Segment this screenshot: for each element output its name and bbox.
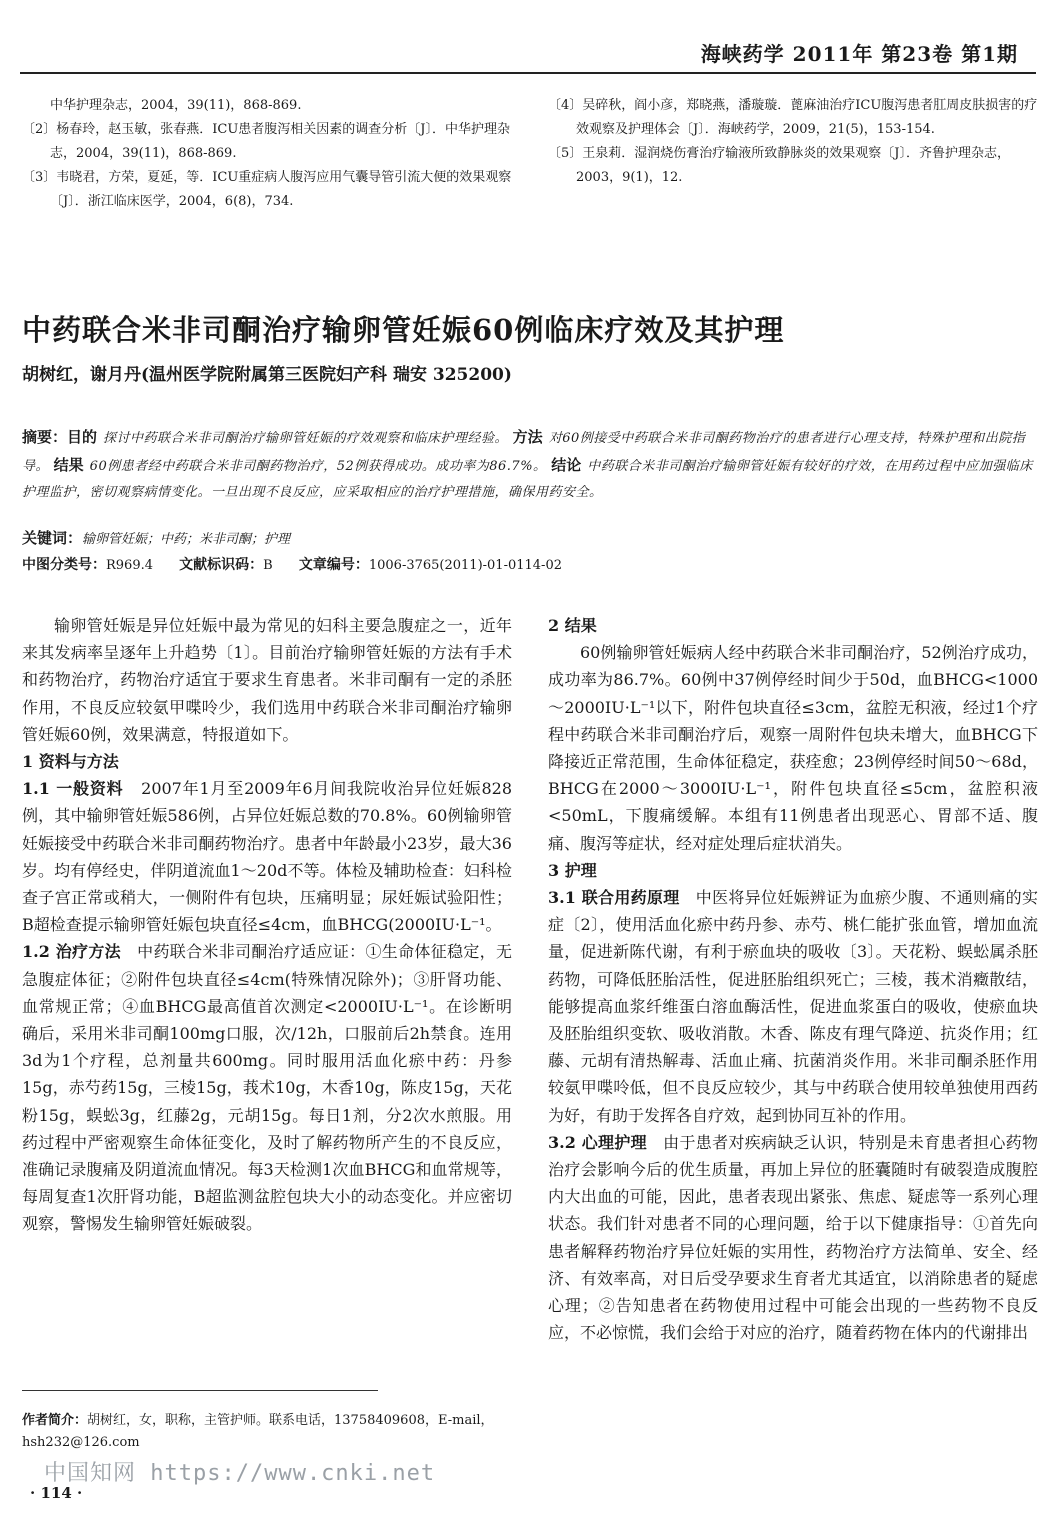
subsection-3-2-label: 3.2 心理护理 [548,1132,647,1152]
abstract-results: 60例患者经中药联合米非司酮药物治疗，52例获得成功。成功率为86.7%。 [89,459,547,474]
subsection-3-1-text: 中医将异位妊娠辨证为血瘀少腹、不通则痛的实症〔2〕，使用活血化瘀中药丹参、赤芍、桃仁能扩张血管，增加血流量，促进新陈代谢，有利于瘀血块的吸收〔3〕。天花粉、蜈蚣属杀胚药物，可降低胚胎活性，促进胚胎组织死亡；三棱，莪术消癥散结，能够提高血浆纤维蛋白溶血酶活性，促进血浆蛋白的吸收，使瘀血块及胚胎组织变软、吸收消散。木香、陈皮有理气降逆、抗炎作用；红藤、元胡有清热解毒、活血止痛、抗菌消炎作用。米非司酮杀胚作用较氨甲喋呤低，但不良反应较少，其与中药联合使用较单独使用西药为好，有助于发挥各自疗效，起到协同互补的作用。 [548,888,1038,1125]
reference-item: 中华护理杂志，2004，39(11)，868-869. [50,98,302,113]
references-right [548,94,1040,190]
running-header [0,30,1056,70]
subsection-1-2-label: 1.2 治疗方法 [22,942,121,962]
cnki-watermark: 中国知网 https://www.cnki.net [44,1461,436,1486]
article-authors: 胡树红，谢月丹(温州医学院附属第三医院妇产科 瑞安 325200) [22,365,512,385]
subsection-1-1-label: 1.1 一般资料 [22,779,124,799]
abstract-objective-label: 摘要：目的 [22,428,98,446]
abstract-conclusion: 中药联合米非司酮治疗输卵管妊娠有较好的疗效，在用药过程中应加强临床护理监护，密切观察病情变化。一旦出现不良反应，应采取相应的治疗护理措施，确保用药安全。 [22,459,1033,500]
footnote-rule [22,1390,378,1391]
abstract-objective: 探讨中药联合米非司酮治疗输卵管妊娠的疗效观察和临床护理经验。 [103,431,509,446]
subsection-1-2 [22,938,512,1237]
section-heading-materials-methods: 1 资料与方法 [22,752,119,772]
reference-item: 〔5〕王泉莉．湿润烧伤膏治疗输液所致静脉炎的效果观察〔J〕．齐鲁护理杂志，2003，9(1)，12. [548,146,1010,185]
classification-line [22,554,562,574]
subsection-1-2-text: 中药联合米非司酮治疗适应证：①生命体征稳定，无急腹症体征；②附件包块直径≤4cm(特殊情况除外)；③肝肾功能、血常规正常；④血BHCG最高值首次测定<2000IU·L⁻¹。在诊断明确后，采用米非司酮100mg口服，次/12h，口服前后2h禁食。连用3d为1个疗程，总剂量共600mg。同时服用活血化瘀中药：丹参15g，赤芍药15g，三棱15g，莪术10g，木香10g，陈皮15g，天花粉15g，蜈蚣3g，红藤2g，元胡15g。每日1剂，分2次水煎服。用药过程中严密观察生命体征变化，及时了解药物所产生的不良反应，准确记录腹痛及阴道流血情况。每3天检测1次血BHCG和血常规等，每周复查1次肝肾功能，B超监测盆腔包块大小的动态变化。并应密切观察，警惕发生输卵管妊娠破裂。 [22,942,512,1234]
section-heading-nursing: 3 护理 [548,860,597,880]
subsection-1-1 [22,775,512,938]
abstract-methods-label: 方法 [512,428,543,446]
abstract [22,424,1034,506]
section-heading-results: 2 结果 [548,616,597,635]
article-number: 1006-3765(2011)-01-0114-02 [368,558,562,573]
reference-item: 〔4〕吴碎秋，阎小彦，郑晓燕，潘璇璇．蓖麻油治疗ICU腹泻患者肛周皮肤损害的疗效观察及护理体会〔J〕．海峡药学，2009，21(5)，153-154. [548,98,1038,137]
keywords [22,527,290,548]
clc-number: R969.4 [106,558,154,573]
doc-code: B [263,558,273,573]
results-paragraph: 60例输卵管妊娠病人经中药联合米非司酮治疗，52例治疗成功，成功率为86.7%。60例中37例停经时间少于50d，血BHCG<1000～2000IU·L⁻¹以下，附件包块直径≤3cm，盆腔无积液，经过1个疗程中药联合米非司酮治疗后，观察一周附件包块未增大，血BHCG下降接近正常范围，生命体征稳定，获痊愈；23例停经时间50～68d，BHCG在2000～3000IU·L⁻¹，附件包块直径≤5cm，盆腔积液<50mL，下腹痛缓解。本组有11例患者出现恶心、胃部不适、腹痛、腹泻等症状，经对症处理后症状消失。 [548,643,1038,853]
reference-item: 〔3〕韦晓君，方荣，夏延，等．ICU重症病人腹泻应用气囊导管引流大便的效果观察〔J〕．浙江临床医学，2004，6(8)，734. [22,170,512,209]
header-rule [20,72,1036,74]
author-footnote [22,1410,512,1454]
body-column-right [548,612,1038,1346]
abstract-methods: 对60例接受中药联合米非司酮药物治疗的患者进行心理支持，特殊护理和出院指导。 [22,431,1026,474]
page-number: · 114 · [30,1484,83,1502]
subsection-3-1 [548,884,1038,1129]
footnote-text: 胡树红，女，职称，主管护师。联系电话，13758409608，E-mail，hsh232@126.com [22,1413,494,1450]
keywords-label: 关键词： [22,529,83,547]
reference-item: 〔2〕杨春玲，赵玉敏，张春燕．ICU患者腹泻相关因素的调查分析〔J〕．中华护理杂志，2004，39(11)，868-869. [22,122,511,161]
article-title: 中药联合米非司酮治疗输卵管妊娠60例临床疗效及其护理 [22,313,785,347]
abstract-results-label: 结果 [53,456,84,474]
subsection-3-2 [548,1129,1038,1347]
abstract-conclusion-label: 结论 [551,456,582,474]
subsection-1-1-text: 2007年1月至2009年6月间我院收治异位妊娠828例，其中输卵管妊娠586例，占异位妊娠总数的70.8%。60例输卵管妊娠接受中药联合米非司酮药物治疗。患者中年龄最小23岁，最大36岁。均有停经史，伴阴道流血1～20d不等。体检及辅助检查：妇科检查子宫正常或稍大，一侧附件有包块，压痛明显；尿妊娠试验阳性；B超检查提示输卵管妊娠包块直径≤4cm，血BHCG(2000IU·L⁻¹。 [22,779,512,935]
subsection-3-1-label: 3.1 联合用药原理 [548,888,680,908]
references-left [22,94,518,214]
clc-label: 中图分类号： [22,557,106,573]
footnote-label: 作者简介： [22,1413,88,1428]
article-number-label: 文章编号： [298,557,369,573]
doc-code-label: 文献标识码： [179,557,264,573]
intro-paragraph: 输卵管妊娠是异位妊娠中最为常见的妇科主要急腹症之一，近年来其发病率呈逐年上升趋势〔1〕。目前治疗输卵管妊娠的方法有手术和药物治疗，药物治疗适宜于要求生育患者。米非司酮有一定的杀胚作用，不良反应较氨甲喋呤少，我们选用中药联合米非司酮治疗输卵管妊娠60例，效果满意，特报道如下。 [22,616,512,744]
subsection-3-2-text: 由于患者对疾病缺乏认识，特别是未育患者担心药物治疗会影响今后的优生质量，再加上异位的胚囊随时有破裂造成腹腔内大出血的可能，因此，患者表现出紧张、焦虑、疑虑等一系列心理状态。我们针对患者不同的心理问题，给于以下健康指导：①首先向患者解释药物治疗异位妊娠的实用性，药物治疗方法简单、安全、经济、有效率高，对日后受孕要求生育者尤其适宜，以消除患者的疑虑心理；②告知患者在药物使用过程中可能会出现的一些药物不良反应，不必惊慌，我们会给于对应的治疗，随着药物在体内的代谢排出 [548,1132,1038,1343]
keywords-text: 输卵管妊娠；中药；米非司酮；护理 [82,532,291,547]
journal-info: 海峡药学 2011年 第23卷 第1期 [700,42,1018,66]
body-column-left [22,612,512,1238]
